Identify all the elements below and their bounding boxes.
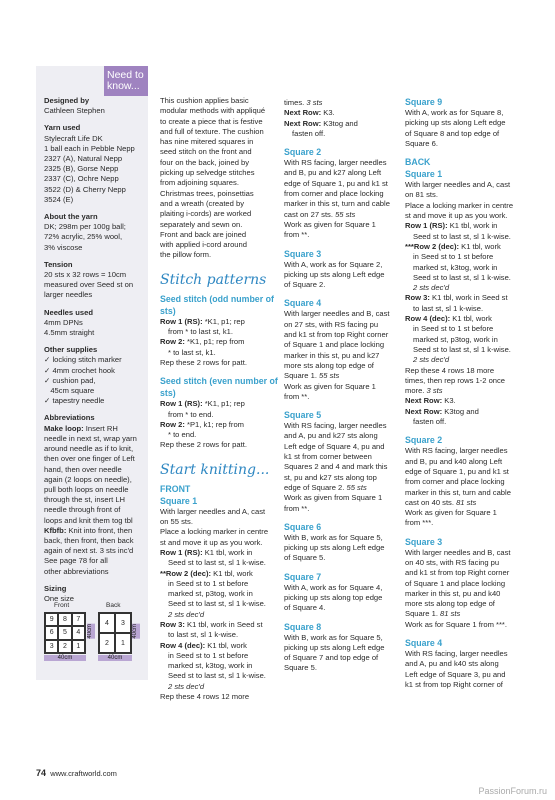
pattern-line: of Square 1 and place locking xyxy=(284,340,385,350)
pattern-line: Seed st to last st, sl 1 k-wise. xyxy=(413,231,511,241)
pattern-line: to last st, sl 1 k-wise. xyxy=(168,630,239,640)
pattern-line: Row 1 (RS): *K1, p1; rep xyxy=(160,316,245,326)
yarn-line: 2325 (B), Gorse Nepp xyxy=(44,164,119,174)
pattern-line: With RS facing, larger needles xyxy=(284,421,387,431)
pattern-line: Place a locking marker in centre xyxy=(405,200,514,210)
intro-line: picking up selvedge stitches xyxy=(160,168,255,178)
abbr-line: back, then front, then back xyxy=(44,535,134,545)
abbr-line: again of next st. 3 sts inc'd xyxy=(44,546,134,556)
square3-heading: Square 3 xyxy=(284,248,322,259)
pattern-line: * to end. xyxy=(168,430,197,440)
pattern-line: marked st, p3tog, work in xyxy=(168,589,253,599)
pattern-line: With RS facing, larger needles xyxy=(405,446,508,456)
pattern-line: Row 2: *K1, p1; rep from xyxy=(160,337,245,347)
pattern-line: from **. xyxy=(284,230,310,240)
tab-line-1: Need to xyxy=(107,69,144,81)
pattern-line: edge of Square 1, pu and k1 st xyxy=(284,178,388,188)
about-yarn-line: 72% acrylic, 25% wool, xyxy=(44,232,123,242)
pattern-line: and B, pu and k40 along Left xyxy=(405,456,503,466)
pattern-line: Next Row: K3tog and xyxy=(405,406,479,416)
pattern-line: from ***. xyxy=(405,518,434,528)
intro-line: from adjoining squares. xyxy=(160,178,239,188)
about-yarn-line: 3% viscose xyxy=(44,242,83,252)
pattern-line: of Square 8 and top edge of xyxy=(405,128,500,138)
back-square1-heading: Square 1 xyxy=(405,169,443,180)
pattern-line: in Seed st to 1 st before xyxy=(413,252,494,262)
yarn-line: 3522 (D) & Cherry Nepp xyxy=(44,184,126,194)
pattern-line: With RS facing, larger needles xyxy=(405,649,508,659)
square-cell: 2 xyxy=(58,640,71,653)
pattern-line: Row 4 (dec): K1 tbl, work xyxy=(405,314,492,324)
abbr-line: loops and knit them tog tbl xyxy=(44,515,133,525)
pattern-line: Work as given from Square 1 xyxy=(284,493,383,503)
pattern-line: Row 1 (RS): *K1, p1; rep xyxy=(160,399,245,409)
sizing-value: One size xyxy=(44,593,74,603)
abbr-make-loop: Make loop: Insert RH xyxy=(44,423,118,433)
intro-line: with applied i-cord around xyxy=(160,240,247,250)
pattern-line: Left edge of Square 3, pu and xyxy=(405,669,506,679)
yarn-line: 1 ball each in Pebble Nepp xyxy=(44,143,135,153)
square4-heading: Square 4 xyxy=(284,298,322,309)
pattern-line: marker in this st, pu and k40 xyxy=(405,588,501,598)
abbr-line: needle through front of xyxy=(44,505,121,515)
pattern-line: from * to end. xyxy=(168,409,214,419)
supplies-line: 45cm square xyxy=(44,386,95,396)
designer-name: Cathleen Stephen xyxy=(44,106,105,116)
pattern-line: in Seed st to 1 st before xyxy=(413,324,494,334)
abbr-line: through the st, insert LH xyxy=(44,495,126,505)
intro-line: This cushion applies basic xyxy=(160,96,249,105)
pattern-line: on 40 sts, with RS facing pu xyxy=(405,557,500,567)
pattern-line: Work as given for Square 1 xyxy=(284,381,376,391)
pattern-line: Square 1. 81 sts xyxy=(405,609,461,619)
square-cell: 6 xyxy=(45,626,58,639)
abbreviations-label: Abbreviations xyxy=(44,413,95,423)
pattern-line: edge of Square 2. 55 sts xyxy=(284,482,367,492)
pattern-line: With larger needles and B, cast xyxy=(405,547,511,557)
pattern-line: more sts along top edge of xyxy=(284,360,374,370)
pattern-line: and k1 st from top Right corner xyxy=(405,568,510,578)
square9-heading: Square 9 xyxy=(405,97,443,107)
pattern-line: st, pu and k27 sts along top xyxy=(284,472,377,482)
pattern-line: With A, work as for Square 8, xyxy=(405,108,504,117)
pattern-line: picking up sts along Left edge xyxy=(284,269,385,279)
seed-even-heading: Seed stitch (even number of sts) xyxy=(160,376,278,399)
pattern-line: 2 sts dec'd xyxy=(168,609,205,619)
yarn-line: 2327 (A), Natural Nepp xyxy=(44,154,123,164)
pattern-line: from **. xyxy=(284,391,310,401)
pattern-line: in Seed st to 1 st before xyxy=(168,650,249,660)
tension-line: measured over Seed st on xyxy=(44,280,134,290)
need-to-know-tab xyxy=(104,66,148,96)
pattern-line: marked st, k3tog, work in xyxy=(413,262,498,272)
intro-line: Christmas trees, poinsettias xyxy=(160,188,254,198)
pattern-line: Row 3: K1 tbl, work in Seed st xyxy=(160,619,263,629)
pattern-line: Rep these 4 rows 12 more xyxy=(160,692,250,702)
pattern-line: k1 st from top Right corner of xyxy=(405,679,503,689)
pattern-line: With A, work as for Square 4, xyxy=(284,582,383,592)
pattern-line: Left edge of Square 4, pu and xyxy=(284,441,385,451)
square6-heading: Square 6 xyxy=(284,521,322,532)
tab-line-2: know... xyxy=(107,80,140,92)
diagram-back-label: Back xyxy=(106,602,121,609)
front-heading: FRONT xyxy=(160,483,191,494)
square-cell: 3 xyxy=(115,613,131,633)
abbr-line: hand, then over needle xyxy=(44,464,122,474)
needles-label: Needles used xyxy=(44,307,93,317)
pattern-line: on 27 sts, with RS facing pu xyxy=(284,319,379,329)
intro-line: has nine mitered squares in xyxy=(160,137,254,147)
pattern-line: With larger needles and B, cast xyxy=(284,309,390,319)
intro-line: seed stitch on the front and xyxy=(160,147,252,157)
watermark: PassionForum.ru xyxy=(478,786,547,796)
pattern-line: from **. xyxy=(284,503,310,513)
pattern-line: With RS facing, larger needles xyxy=(284,158,387,168)
square7-heading: Square 7 xyxy=(284,571,322,582)
square-cell: 2 xyxy=(99,633,115,653)
pattern-line: With A, work as for Square 2, xyxy=(284,259,383,269)
needles-line: 4.5mm straight xyxy=(44,328,95,338)
pattern-line: of Square 1 and place locking xyxy=(405,578,506,588)
tension-line: larger needles xyxy=(44,290,93,300)
square-cell: 8 xyxy=(58,613,71,626)
pattern-line: picking up sts along Left edge xyxy=(284,543,385,553)
pattern-line: 2 sts dec'd xyxy=(413,355,450,365)
intro-line: the pillow form. xyxy=(160,250,212,260)
pattern-line: Square 5. xyxy=(284,663,317,673)
back-height-dim: 40cm xyxy=(132,624,138,639)
pattern-line: Row 1 (RS): K1 tbl, work in xyxy=(160,547,253,557)
designed-by-label: Designed by xyxy=(44,96,90,105)
tension-line: 20 sts x 32 rows = 10cm xyxy=(44,270,127,280)
pattern-line: marker in this st, turn and cable xyxy=(284,199,390,209)
pattern-line: to last st, sl 1 k-wise. xyxy=(413,303,484,313)
pattern-line: of Square 7 and top edge of xyxy=(284,653,379,663)
pattern-line: Next Row: K3. xyxy=(405,396,456,406)
pattern-line: times, then rep rows 1-2 once xyxy=(405,375,506,385)
abbr-line: pull both loops on needle xyxy=(44,484,129,494)
pattern-line: marked st, p3tog, work in xyxy=(413,334,498,344)
intro-line: and a wreath (created by xyxy=(160,198,245,208)
back-heading: BACK xyxy=(405,157,431,168)
pattern-line: Row 3: K1 tbl, work in Seed st xyxy=(405,293,508,303)
pattern-line: from * to last st, k1. xyxy=(168,327,233,337)
supplies-line: ✓ tapestry needle xyxy=(44,396,105,406)
front-width-dim: 40cm xyxy=(44,655,86,661)
about-yarn-label: About the yarn xyxy=(44,212,98,222)
about-yarn-line: DK; 298m per 100g ball; xyxy=(44,222,126,232)
supplies-line: ✓ cushion pad, xyxy=(44,375,96,385)
seed-odd-heading: Seed stitch (odd number of sts) xyxy=(160,293,274,316)
yarn-line: 3524 (E) xyxy=(44,194,74,204)
pattern-line: marker in this st, turn and cable xyxy=(405,487,511,497)
pattern-line: fasten off. xyxy=(413,417,447,427)
pattern-line: of Square 4. xyxy=(284,603,326,613)
diagram-front-label: Front xyxy=(54,602,70,609)
pattern-line: Row 2: *P1, k1; rep from xyxy=(160,419,244,429)
start-knitting-heading: Start knitting... xyxy=(160,461,270,478)
pattern-line: Row 1 (RS): K1 tbl, work in xyxy=(405,221,498,231)
pattern-line: Work as for Square 1 from ***. xyxy=(405,619,507,629)
square8-heading: Square 8 xyxy=(284,621,322,632)
pattern-line: from corner and place locking xyxy=(284,189,384,199)
back-width-dim: 40cm xyxy=(98,655,132,661)
yarn-line: Stylecraft Life DK xyxy=(44,133,103,143)
pattern-line: Next Row: K3. xyxy=(284,108,335,118)
intro-line: and full of texture. The cushion xyxy=(160,126,264,136)
supplies-line: ✓ locking stitch marker xyxy=(44,355,122,365)
pattern-line: and A, pu and k40 sts along xyxy=(405,659,499,669)
intro-line: to create a piece that is festive xyxy=(160,116,263,126)
front-grid xyxy=(44,612,86,654)
abbr-line: around needle as if to knit, xyxy=(44,444,134,454)
yarn-line: 2337 (C), Ochre Nepp xyxy=(44,174,119,184)
pattern-line: more. 3 sts xyxy=(405,386,443,396)
square-cell: 7 xyxy=(72,613,85,626)
pattern-line: Work as given for Square 1 xyxy=(284,219,376,229)
pattern-line: 2 sts dec'd xyxy=(168,681,205,691)
abbr-line: again (2 loops on needle), xyxy=(44,474,132,484)
pattern-line: cast on 27 sts. 55 sts xyxy=(284,209,356,219)
pattern-line: Seed st to last st, sl 1 k-wise. xyxy=(168,558,266,568)
pattern-line: marker in this st, pu and k27 xyxy=(284,350,380,360)
pattern-line: * to last st, k1. xyxy=(168,347,216,357)
pattern-line: st and move it up as you work. xyxy=(160,537,263,547)
square-cell: 4 xyxy=(99,613,115,633)
yarn-used-label: Yarn used xyxy=(44,123,81,133)
pattern-line: Place a locking marker in centre xyxy=(160,527,269,537)
size-diagram xyxy=(44,602,144,672)
pattern-line: Square 6. xyxy=(405,138,438,148)
square-1-heading: Square 1 xyxy=(160,495,198,506)
back-square2-heading: Square 2 xyxy=(405,435,443,446)
column-3 xyxy=(405,96,525,690)
supplies-line: ✓ 4mm crochet hook xyxy=(44,365,115,375)
square-cell: 9 xyxy=(45,613,58,626)
pattern-line: With B, work as for Square 5, xyxy=(284,532,383,542)
intro-line: modular methods with appliqué xyxy=(160,106,266,116)
abbr-line: See page 78 for all xyxy=(44,556,108,566)
pattern-line: picking up sts along Left edge xyxy=(405,118,506,128)
pattern-line: and A, pu and k27 sts along xyxy=(284,431,378,441)
pattern-line: Seed st to last st, sl 1 k-wise. xyxy=(413,344,511,354)
pattern-line: With B, work as for Square 5, xyxy=(284,632,383,642)
needles-line: 4mm DPNs xyxy=(44,317,83,327)
back-grid xyxy=(98,612,132,654)
pattern-line: marked st, k3tog, work in xyxy=(168,661,253,671)
pattern-line: With larger needles and A, cast xyxy=(160,506,266,516)
page-number: 74 xyxy=(36,768,47,778)
back-square4-heading: Square 4 xyxy=(405,638,443,649)
front-height-dim: 40cm xyxy=(87,624,93,639)
footer-site: www.craftworld.com xyxy=(50,769,117,778)
pattern-line: on 55 sts. xyxy=(160,517,193,527)
pattern-line: Seed st to last st, sl 1 k-wise. xyxy=(168,599,266,609)
pattern-line: and B, pu and k27 along Left xyxy=(284,168,382,178)
page-footer xyxy=(36,768,117,778)
pattern-line: of Square 2. xyxy=(284,280,326,290)
pattern-line: more sts along top edge of xyxy=(405,599,495,609)
pattern-line: Seed st to last st, sl 1 k-wise. xyxy=(413,272,511,282)
pattern-line: st and move it up as you work. xyxy=(405,211,508,221)
pattern-line: and k1 st from top Right corner xyxy=(284,330,389,340)
pattern-line: Seed st to last st, sl 1 k-wise. xyxy=(168,671,266,681)
abbr-line: other abbreviations xyxy=(44,566,109,576)
pattern-line: edge of Square 1, pu and k1 st xyxy=(405,466,509,476)
pattern-line: 2 sts dec'd xyxy=(413,283,450,293)
pattern-line: fasten off. xyxy=(292,128,326,138)
intro-line: four on the back, joined by xyxy=(160,157,250,167)
pattern-line: Square 1. 55 sts xyxy=(284,371,340,381)
pattern-line: Row 4 (dec): K1 tbl, work xyxy=(160,640,247,650)
supplies-label: Other supplies xyxy=(44,345,98,355)
back-square3-heading: Square 3 xyxy=(405,536,443,547)
pattern-line: Rep these 2 rows for patt. xyxy=(160,440,247,450)
pattern-line: picking up sts along Left edge xyxy=(284,642,385,652)
pattern-line: ***Row 2 (dec): K1 tbl, work xyxy=(405,241,501,251)
sizing-label: Sizing xyxy=(44,583,67,593)
column-1 xyxy=(160,96,278,702)
pattern-line: Work as given for Square 1 xyxy=(405,508,497,518)
stitch-patterns-heading: Stitch patterns xyxy=(160,271,267,288)
pattern-line: times. 3 sts xyxy=(284,98,323,107)
square-cell: 1 xyxy=(115,633,131,653)
intro-line: separately and sewn on. xyxy=(160,219,243,229)
pattern-line: in Seed st to 1 st before xyxy=(168,578,249,588)
square2-heading: Square 2 xyxy=(284,147,322,158)
abbr-line: needle in next st, wrap yarn xyxy=(44,433,137,443)
square5-heading: Square 5 xyxy=(284,410,322,421)
abbr-line: then over one finger of Left xyxy=(44,454,135,464)
pattern-line: of Square 5. xyxy=(284,553,326,563)
pattern-line: picking up sts along top edge xyxy=(284,592,383,602)
pattern-line: **Row 2 (dec): K1 tbl, work xyxy=(160,568,253,578)
pattern-line: Squares 2 and 4 and mark this xyxy=(284,462,388,472)
pattern-line: cast on 40 sts. 81 sts xyxy=(405,497,477,507)
pattern-line: k1 st from corner between xyxy=(284,452,372,462)
intro-line: plaiting i-cords) are worked xyxy=(160,209,252,219)
pattern-line: on 81 sts. xyxy=(405,190,438,200)
pattern-line: Rep these 4 rows 18 more xyxy=(405,365,495,375)
column-2 xyxy=(284,98,402,674)
pattern-line: Rep these 2 rows for patt. xyxy=(160,357,247,367)
square-cell: 4 xyxy=(72,626,85,639)
need-to-know-sidebar xyxy=(36,66,148,680)
abbr-kfbfb: Kfbfb: Knit into front, then xyxy=(44,525,133,535)
pattern-line: With larger needles and A, cast xyxy=(405,180,511,190)
square-cell: 3 xyxy=(45,640,58,653)
square-cell: 5 xyxy=(58,626,71,639)
intro-line: Front and back are joined xyxy=(160,229,247,239)
square-cell: 1 xyxy=(72,640,85,653)
pattern-line: from corner and place locking xyxy=(405,477,505,487)
pattern-line: Next Row: K3tog and xyxy=(284,118,358,128)
tension-label: Tension xyxy=(44,259,73,269)
